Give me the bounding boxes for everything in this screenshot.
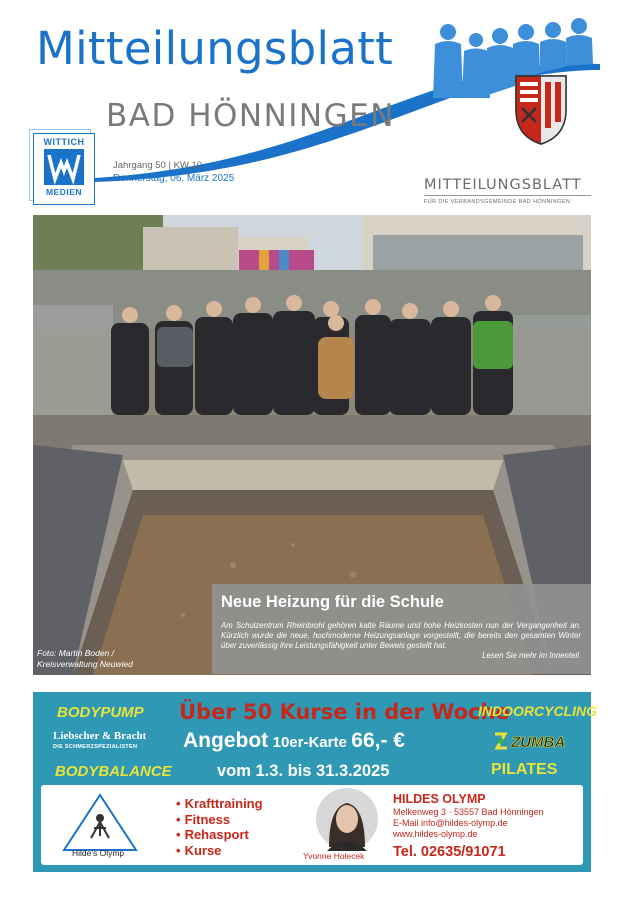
service-list [176,796,263,858]
right-masthead-title: MITTEILUNGSBLATT [424,177,582,193]
cover-caption [212,584,591,674]
service-item: • Rehasport [176,827,263,843]
person-name: Yvonne Holecek [303,851,365,861]
cover-headline: Neue Heizung für die Schule [221,593,444,611]
service-item: • Fitness [176,812,263,828]
ad-liebscher-bracht-sub: DIE SCHMERZSPEZIALISTEN [53,744,138,750]
service-item: • Kurse [176,843,263,859]
photo-credit-line2: Kreisverwaltung Neuwied [37,659,133,669]
read-more-link[interactable]: Lesen Sie mehr im Innenteil. [482,651,581,660]
issue-date: Donnerstag, 06. März 2025 [113,173,235,184]
contact-block [393,792,544,860]
issue-number: Jahrgang 50 | KW 10 [113,160,203,171]
ad-contact-panel [41,785,583,865]
company-address: Melkenweg 3 · 53557 Bad Hönningen [393,807,544,817]
ad-offer [183,729,405,753]
ad-bodybalance: BODYBALANCE [55,763,172,780]
right-masthead-subtitle: FÜR DIE VERBANDSGEMEINDE BAD HÖNNINGEN [424,199,571,205]
publisher-logo-bottom: MEDIEN [45,187,83,197]
ad-offer-card: 10er-Karte [272,734,347,751]
zumba-logo [493,730,573,757]
company-website[interactable]: www.hildes-olymp.de [393,829,478,839]
publisher-logo [33,133,95,205]
logo-caption: Hilde's Olymp [72,848,125,858]
ad-liebscher-bracht: Liebscher & Bracht [53,730,147,742]
ad-period: vom 1.3. bis 31.3.2025 [217,762,390,780]
gym-advertisement [33,692,597,872]
photo-credit-line1: Foto: Martin Boden / [37,648,115,658]
ad-pilates: PILATES [491,761,558,778]
cover-text: Am Schulzentrum Rheinbrohl gehören kalte Räume und hohe Heizkosten nun der Vergangenheit an. Kürzlich wurde die neue, hochmoderne Heizungsanlage vorgestellt, die bereits den gesamten Winter über zuverlässig ihre Leistungsfähigkeit unter Beweis gestellt hat. [221,621,581,650]
publisher-logo-top: WITTICH [43,137,85,147]
ad-bodypump: BODYPUMP [57,704,144,721]
company-name: HILDES OLYMP [393,792,486,806]
company-phone[interactable]: Tel. 02635/91071 [393,844,506,860]
portrait-photo [315,787,379,851]
zumba-icon [493,730,573,752]
zumba-text: ZUMBA [511,734,566,751]
masthead-title: Mitteilungsblatt [36,22,394,75]
w-logo-icon [44,149,84,185]
right-masthead-divider [424,195,591,196]
ad-offer-label: Angebot [183,729,269,752]
hildes-olymp-logo-icon [61,792,139,852]
photo-credit [37,648,133,670]
ad-headline: Über 50 Kurse in der Woche [179,700,510,724]
ad-offer-price: 66,- € [351,729,405,752]
service-item: • Krafttraining [176,796,263,812]
company-email[interactable]: E-Mail info@hildes-olymp.de [393,818,508,828]
masthead [0,0,625,215]
ad-indoorcycling: INDOORCYCLING [478,703,597,719]
cover-photo [33,215,591,675]
coat-of-arms-icon [512,68,570,146]
masthead-town: BAD HÖNNINGEN [106,98,395,134]
